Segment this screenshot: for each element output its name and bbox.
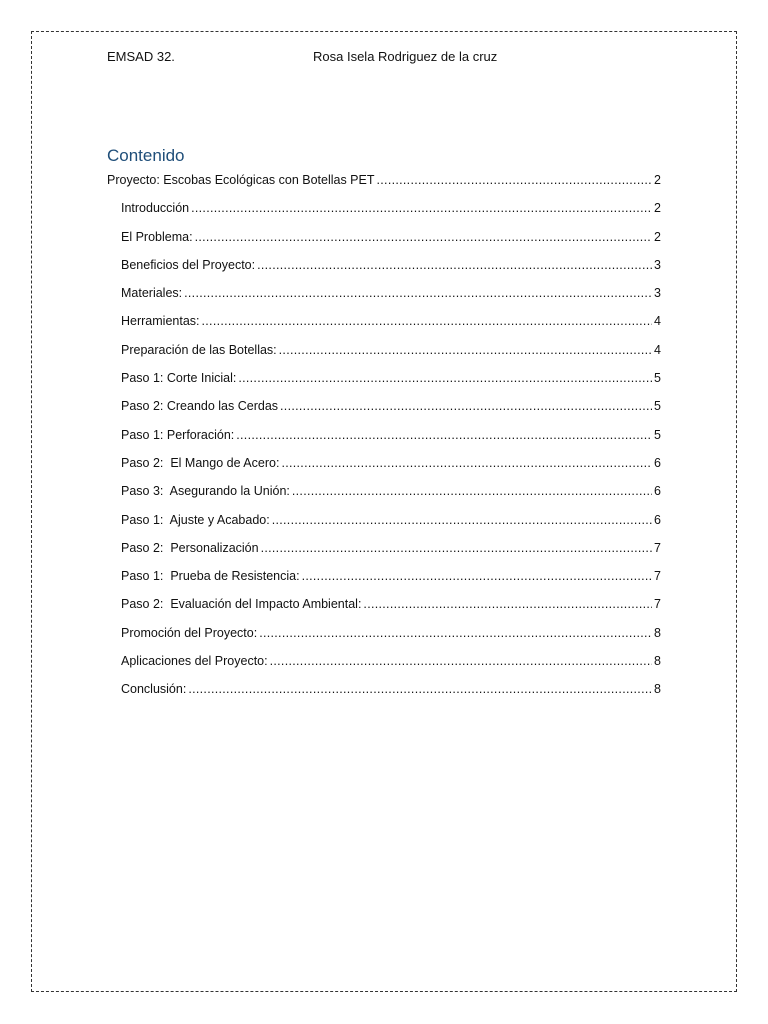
toc-entry[interactable]	[107, 427, 661, 455]
toc-entry[interactable]	[107, 483, 661, 511]
toc-page-number: 7	[654, 569, 661, 584]
toc-entry-text: Paso 2: Personalización	[121, 540, 259, 555]
toc-page-number: 5	[654, 427, 661, 442]
toc-dot-leader	[281, 455, 652, 472]
toc-entry-text: Paso 1: Perforación:	[121, 427, 235, 442]
toc-entry[interactable]	[107, 568, 661, 596]
toc-title: Contenido	[107, 146, 185, 165]
toc-entry[interactable]	[107, 512, 661, 540]
toc-dot-leader	[363, 596, 652, 613]
toc-dot-leader	[184, 285, 652, 302]
toc-dot-leader	[188, 681, 652, 698]
toc-entry-text: Promoción del Proyecto:	[121, 625, 258, 640]
toc-entry-text: Preparación de las Botellas:	[121, 342, 277, 357]
toc-entry-text: Paso 1: Corte Inicial:	[121, 371, 237, 386]
toc-entry[interactable]	[107, 596, 661, 624]
toc-entry-text: Paso 1: Ajuste y Acabado:	[121, 512, 270, 527]
toc-entry[interactable]	[107, 285, 661, 313]
toc-entry[interactable]	[107, 200, 661, 228]
toc-entry[interactable]	[107, 257, 661, 285]
toc-entry-text: Herramientas:	[121, 314, 200, 329]
toc-entry-text: Materiales:	[121, 286, 183, 301]
table-of-contents	[107, 172, 661, 710]
toc-entry[interactable]	[107, 653, 661, 681]
toc-page-number: 8	[654, 654, 661, 669]
toc-entry-text: Paso 2: Creando las Cerdas	[121, 399, 279, 414]
toc-entry[interactable]	[107, 540, 661, 568]
toc-page-number: 2	[654, 229, 661, 244]
toc-entry[interactable]	[107, 342, 661, 370]
toc-entry[interactable]	[107, 172, 661, 200]
toc-entry-text: Paso 3: Asegurando la Unión:	[121, 484, 290, 499]
toc-page-number: 8	[654, 625, 661, 640]
toc-page-number: 7	[654, 597, 661, 612]
toc-dot-leader	[191, 200, 652, 217]
toc-entry-text: Introducción	[121, 201, 190, 216]
header-author: Rosa Isela Rodriguez de la cruz	[313, 49, 498, 64]
toc-entry[interactable]	[107, 370, 661, 398]
toc-dot-leader	[272, 512, 652, 529]
toc-page-number: 6	[654, 455, 661, 470]
toc-dot-leader	[302, 568, 652, 585]
toc-dot-leader	[259, 625, 652, 642]
toc-page-number: 2	[654, 173, 661, 187]
toc-page-number: 5	[654, 399, 661, 414]
toc-page-number: 7	[654, 540, 661, 555]
toc-dot-leader	[261, 540, 652, 557]
toc-page-number: 8	[654, 682, 661, 697]
toc-page-number: 5	[654, 371, 661, 386]
toc-entry-text: Paso 1: Prueba de Resistencia:	[121, 569, 300, 584]
toc-entry-text: Beneficios del Proyecto:	[121, 257, 256, 272]
toc-entry-text: Conclusión:	[121, 682, 187, 697]
toc-entry[interactable]	[107, 313, 661, 341]
toc-page-number: 2	[654, 201, 661, 216]
toc-page-number: 6	[654, 484, 661, 499]
toc-entry-text: El Problema:	[121, 229, 193, 244]
toc-page-number: 6	[654, 512, 661, 527]
toc-dot-leader	[236, 427, 652, 444]
toc-entry[interactable]	[107, 625, 661, 653]
toc-entry-text: Aplicaciones del Proyecto:	[121, 654, 268, 669]
toc-entry-text: Paso 2: Evaluación del Impacto Ambiental:	[121, 597, 362, 612]
toc-entry-text: Paso 2: El Mango de Acero:	[121, 455, 280, 470]
toc-page-number: 4	[654, 314, 661, 329]
toc-page-number: 3	[654, 257, 661, 272]
toc-dot-leader	[270, 653, 652, 670]
toc-entry[interactable]	[107, 229, 661, 257]
toc-dot-leader	[238, 370, 652, 387]
toc-entry-text: Proyecto: Escobas Ecológicas con Botellas PET	[107, 173, 375, 187]
toc-entry[interactable]	[107, 455, 661, 483]
toc-dot-leader	[195, 229, 652, 246]
toc-page-number: 3	[654, 286, 661, 301]
toc-dot-leader	[257, 257, 652, 274]
toc-dot-leader	[280, 398, 652, 415]
toc-page-number: 4	[654, 342, 661, 357]
toc-dot-leader	[292, 483, 652, 500]
toc-dot-leader	[202, 313, 653, 330]
header-school: EMSAD 32.	[107, 49, 175, 64]
toc-entry[interactable]	[107, 398, 661, 426]
toc-dot-leader	[279, 342, 652, 359]
toc-entry[interactable]	[107, 681, 661, 709]
toc-dot-leader	[377, 172, 653, 189]
